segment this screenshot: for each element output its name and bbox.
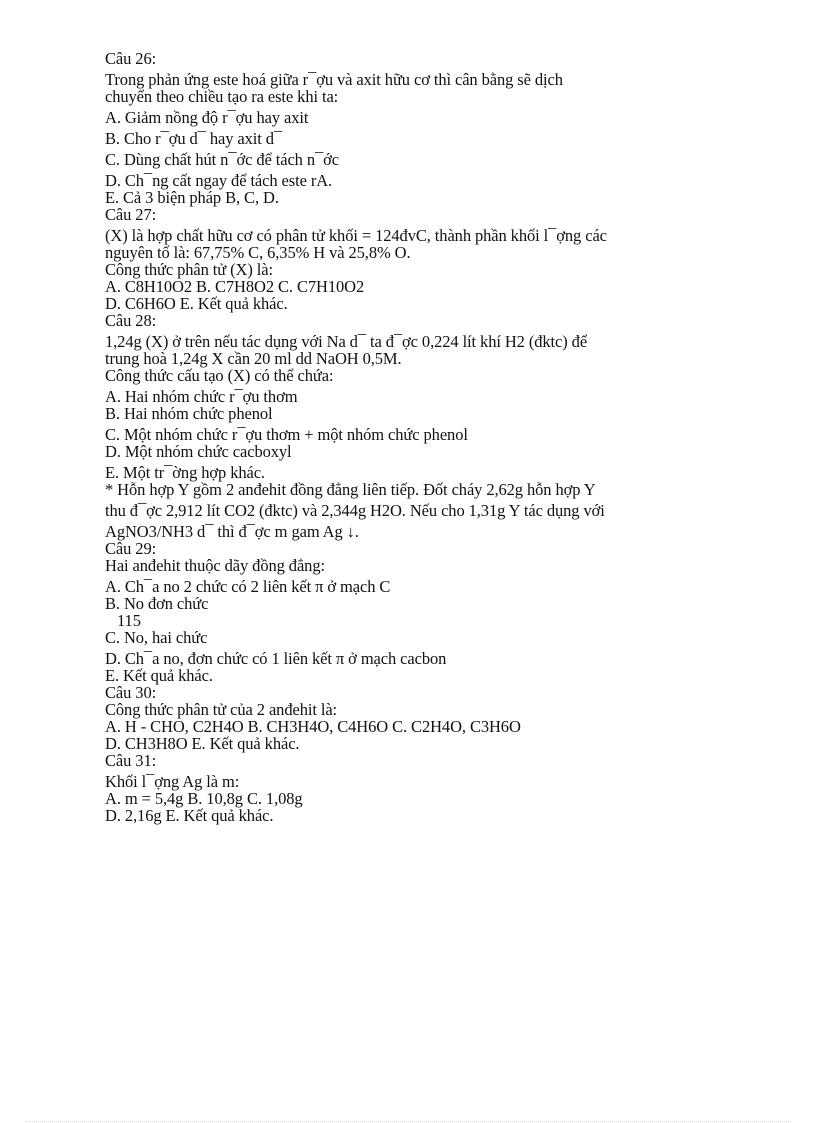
question-28-text: Công thức cấu tạo (X) có thể chứa: <box>105 366 334 385</box>
question-30-heading: Câu 30: <box>105 683 157 702</box>
problem-statement: * Hỗn hợp Y gồm 2 anđehit đồng đẳng liên tiếp. Đốt cháy 2,62g hỗn hợp Y <box>105 480 596 499</box>
option-a: A. Giảm nồng độ r¯ợu hay axit <box>105 108 309 127</box>
question-29-heading: Câu 29: <box>105 539 157 558</box>
question-27-text: (X) là hợp chất hữu cơ có phân tử khối = 124đvC, thành phần khối l¯ợng các <box>105 226 607 245</box>
question-31-heading: Câu 31: <box>105 751 157 770</box>
question-27-text: nguyên tố là: 67,75% C, 6,35% H và 25,8% O. <box>105 243 411 262</box>
options-row: D. 2,16g E. Kết quả khác. <box>105 806 274 825</box>
option-e: E. Kết quả khác. <box>105 666 213 685</box>
option-a: A. Ch¯a no 2 chức có 2 liên kết π ở mạch C <box>105 577 391 596</box>
document-page <box>105 50 705 824</box>
question-30-text: Công thức phân tử của 2 anđehit là: <box>105 700 338 719</box>
option-c: C. No, hai chức <box>105 628 208 647</box>
option-d: D. Ch¯ng cất ngay để tách este rA. <box>105 171 333 190</box>
question-28-heading: Câu 28: <box>105 311 157 330</box>
option-c: C. Dùng chất hút n¯ớc để tách n¯ớc <box>105 150 339 169</box>
question-26-text: Trong phản ứng este hoá giữa r¯ợu và axit hữu cơ thì cân bằng sẽ dịch <box>105 70 563 89</box>
question-27-heading: Câu 27: <box>105 205 157 224</box>
option-e: E. Cả 3 biện pháp B, C, D. <box>105 188 279 207</box>
page-bottom-divider <box>25 1121 791 1122</box>
question-29-text: Hai anđehit thuộc dãy đồng đẳng: <box>105 556 325 575</box>
option-b: B. Cho r¯ợu d¯ hay axit d¯ <box>105 129 283 148</box>
options-row: A. H - CHO, C2H4O B. CH3H4O, C4H6O C. C2H4O, C3H6O <box>105 717 521 736</box>
question-31-text: Khối l¯ợng Ag là m: <box>105 772 240 791</box>
question-28-text: trung hoà 1,24g X cần 20 ml dd NaOH 0,5M. <box>105 349 402 368</box>
option-c: C. Một nhóm chức r¯ợu thơm + một nhóm chức phenol <box>105 425 468 444</box>
options-row: A. C8H10O2 B. C7H8O2 C. C7H10O2 <box>105 277 365 296</box>
page-number: 115 <box>117 611 141 630</box>
options-row: D. CH3H8O E. Kết quả khác. <box>105 734 300 753</box>
option-d: D. Một nhóm chức cacboxyl <box>105 442 292 461</box>
option-b: B. Hai nhóm chức phenol <box>105 404 273 423</box>
problem-statement: thu đ¯ợc 2,912 lít CO2 (đktc) và 2,344g H2O. Nếu cho 1,31g Y tác dụng với <box>105 501 605 520</box>
question-26-text: chuyển theo chiều tạo ra este khi ta: <box>105 87 339 106</box>
option-e: E. Một tr¯ờng hợp khác. <box>105 463 265 482</box>
option-a: A. Hai nhóm chức r¯ợu thơm <box>105 387 298 406</box>
problem-statement: AgNO3/NH3 d¯ thì đ¯ợc m gam Ag ↓. <box>105 522 359 541</box>
options-row: D. C6H6O E. Kết quả khác. <box>105 294 288 313</box>
options-row: A. m = 5,4g B. 10,8g C. 1,08g <box>105 789 303 808</box>
question-27-text: Công thức phân tử (X) là: <box>105 260 273 279</box>
question-28-text: 1,24g (X) ở trên nếu tác dụng với Na d¯ ta đ¯ợc 0,224 lít khí H2 (đktc) để <box>105 332 588 351</box>
option-d: D. Ch¯a no, đơn chức có 1 liên kết π ở mạch cacbon <box>105 649 447 668</box>
question-26-heading: Câu 26: <box>105 49 157 68</box>
option-b: B. No đơn chức <box>105 594 209 613</box>
